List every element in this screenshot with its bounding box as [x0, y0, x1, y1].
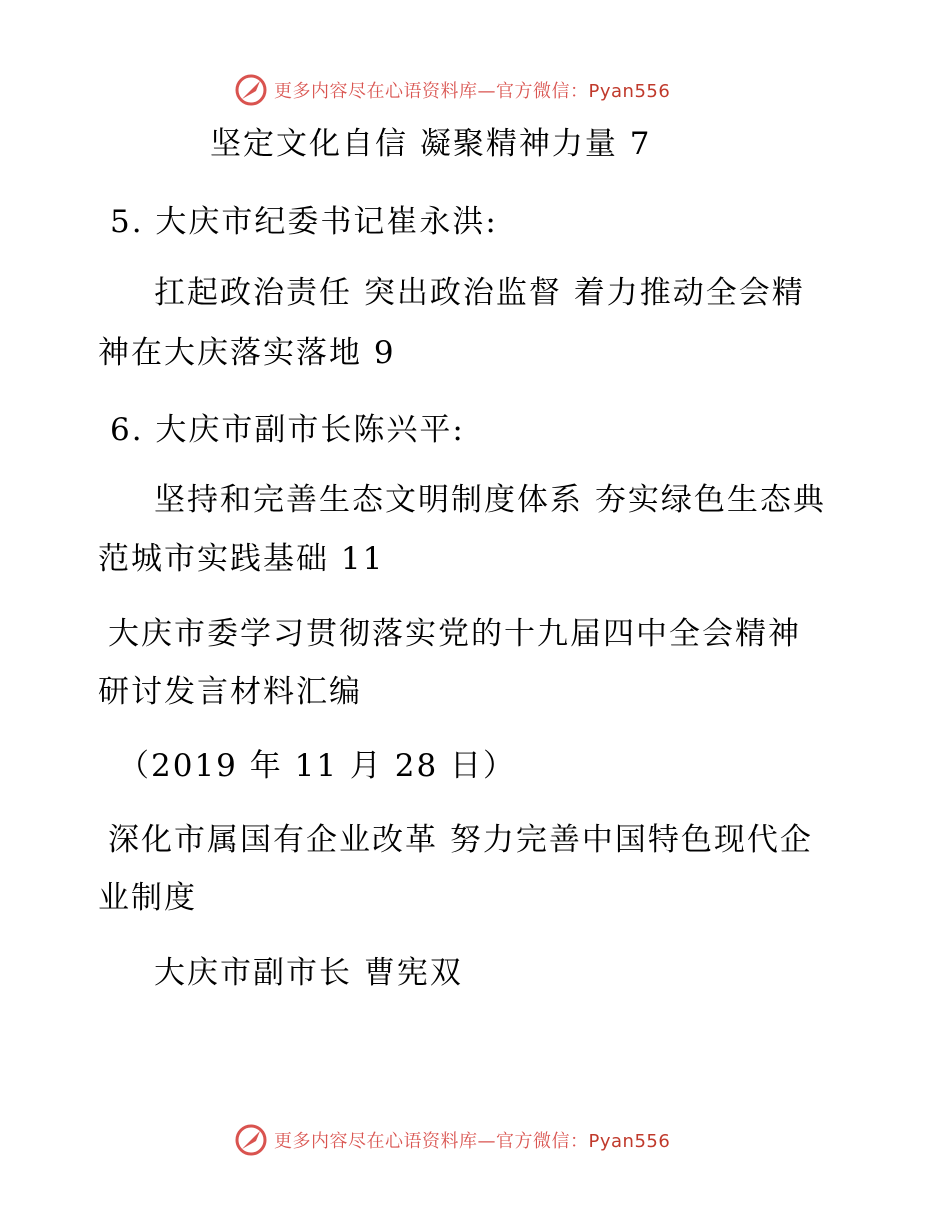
watermark-text: 更多内容尽在心语资料库—官方微信：Pyan556 [274, 81, 671, 102]
section-title: 深化市属国有企业改革 努力完善中国特色现代企 [108, 822, 813, 858]
watermark-text: 更多内容尽在心语资料库—官方微信：Pyan556 [274, 1131, 671, 1152]
toc-entry-heading: 5. 大庆市纪委书记崔永洪: [110, 204, 498, 240]
toc-entry-text: 神在大庆落实落地 9 [98, 335, 396, 371]
document-title: 研讨发言材料汇编 [98, 674, 362, 710]
watermark-banner-bottom [234, 1122, 670, 1158]
section-title: 业制度 [98, 880, 197, 916]
quill-logo-icon [234, 73, 268, 107]
watermark-banner-top [234, 72, 670, 108]
toc-entry-text: 扛起政治责任 突出政治监督 着力推动全会精 [154, 275, 805, 311]
toc-entry-text: 范城市实践基础 11 [98, 541, 385, 577]
toc-entry-text: 坚持和完善生态文明制度体系 夯实绿色生态典 [154, 482, 826, 518]
document-date: （2019 年 11 月 28 日） [118, 748, 517, 784]
document-title: 大庆市委学习贯彻落实党的十九届四中全会精神 [108, 616, 801, 652]
toc-entry-heading: 6. 大庆市副市长陈兴平: [110, 412, 465, 448]
author-line: 大庆市副市长 曹宪双 [154, 955, 463, 991]
quill-logo-icon [234, 1123, 268, 1157]
toc-entry-text: 坚定文化自信 凝聚精神力量 7 [210, 126, 652, 162]
